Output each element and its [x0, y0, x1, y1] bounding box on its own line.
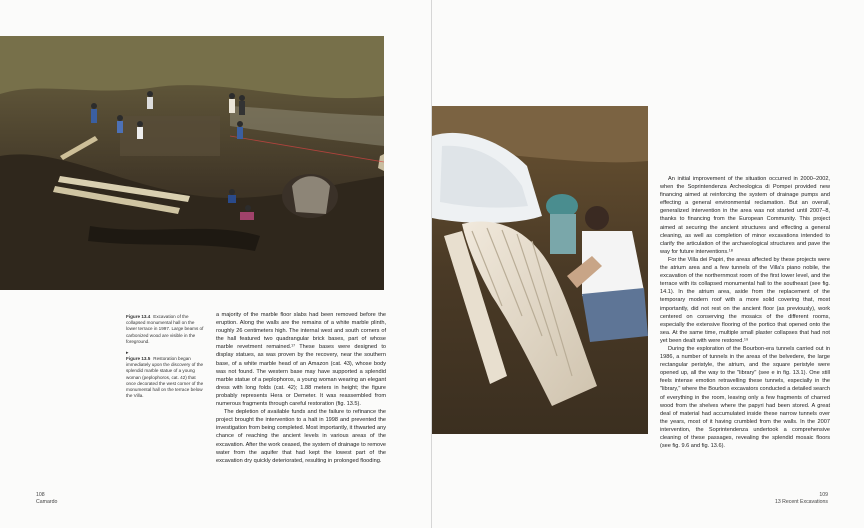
paragraph: The depletion of available funds and the failure to refinance the project brought the intervention to a halt in 1998 and prevented the investigation from being completed. Most importantly, it thwarted any chance of reaching the ancient levels in various areas of the excavation. After the work ceased, the system of drainage to remove water from the aquifer that had kept the lowest part of the excavation dry quickly deteriorated, resulting in prolonged flooding. [216, 409, 386, 464]
figure-number: Figure 13.5 [126, 356, 151, 361]
excavation-site-photo [0, 36, 384, 290]
paragraph: a majority of the marble floor slabs had been removed before the eruption. Along the walls are the remains of a white marble plinth, roughly 26 centimeters high. The internal west and south corners of the hall featured two quadrangular brick bases, part of whose marble revetment remained.¹⁷ These bases were designed to display statues, as was proven by the recovery, near the southern base, of a white marble head of an Amazon (cat. 43), whose body was not found. The western base may have supported a splendid marble statue of a peplophoros, a young woman wearing an elegant dress with long folds (cat. 42); 1.88 meters in height; the figure probably represents Hera or Demeter. It was reassembled from numerous fragments through careful restoration (fig. 13.5). [216, 312, 386, 408]
folio-right [775, 492, 828, 506]
arrow-right-icon: ▸ [126, 350, 129, 356]
page-number: 108 [36, 492, 45, 498]
page-number: 109 [819, 492, 828, 498]
folio-left [36, 492, 57, 506]
marble-statue-restoration-photo [432, 106, 648, 434]
caption-text: Excavation of the collapsed monumental hall on the lower terrace in 1997. Large beams of carbonized wood are visible in the foreground. [126, 314, 204, 344]
right-body-text [660, 175, 830, 450]
running-head: Camardo [36, 499, 58, 505]
paragraph: For the Villa dei Papiri, the areas affected by these projects were the atrium area and a few tunnels of the Villa's piano nobile, the excavation of the northernmost room of the first lower level, and the terrace with its collapsed monumental hall to the southeast (see fig. 14.1). In the atrium area, aside from the replacement of the temporary modern roof with a more solid covering that, most importantly, did not rest on the ancient floor (as previously), work centered on conserving the mosaics of the different rooms, especially the extensive flooring of the portico that opened onto the sea. At the same time, multiple small plaster collapses that had not yet been dealt with were restored.¹⁹ [660, 256, 830, 344]
running-head: 13 Recent Excavations [774, 499, 828, 505]
paragraph: During the exploration of the Bourbon-era tunnels carried out in 1986, a number of tunnels in the areas of the belvedere, the large rectangular peristyle, the atrium, and the square peristyle were opened up, all the way to the "library" (see e in fig. 13.1). One still feels intense emotion retravelling these tunnels, especially in the "library," where the Bourbon excavators conducted a detailed search of everything in the room, leaving only a few fragments of charred wood from the shelves where the papyri had been stored. A great deal of material had accumulated inside these narrow tunnels over the years, most of it having crumbled from the walls. In the 2007 intervention, the Soprintendenza undertook a comprehensive cleaning of these passages, revealing the splendid mosaic floors (see fig. 9.6 and fig. 13.6). [660, 345, 830, 450]
figure-13-5-caption [126, 350, 206, 399]
figure-13-4-caption [126, 314, 206, 345]
figure-number: Figure 13.4 [126, 314, 151, 319]
paragraph: An initial improvement of the situation occurred in 2000–2002, when the Soprintendenza Archeologica di Pompei provided new financing aimed at reinforcing the system of drainage pumps and effecting a general environmental reclamation. But an overall, generalized intervention in the area was not started until 2007–8, thanks to financing from the European Community. This project aimed at securing the ancient structures and effecting a general cleaning, as well as completion of minor excavations intended to clarify the articulation of the archaeological structures and pave the way for future interventions.¹⁸ [660, 176, 830, 255]
left-body-text [216, 311, 386, 465]
caption-text: Restoration began immediately upon the discovery of the splendid marble statue of a young woman (peplophoros, cat. 42) that once decorated the west corner of the monumental hall on the terrace below the Villa. [126, 356, 204, 399]
